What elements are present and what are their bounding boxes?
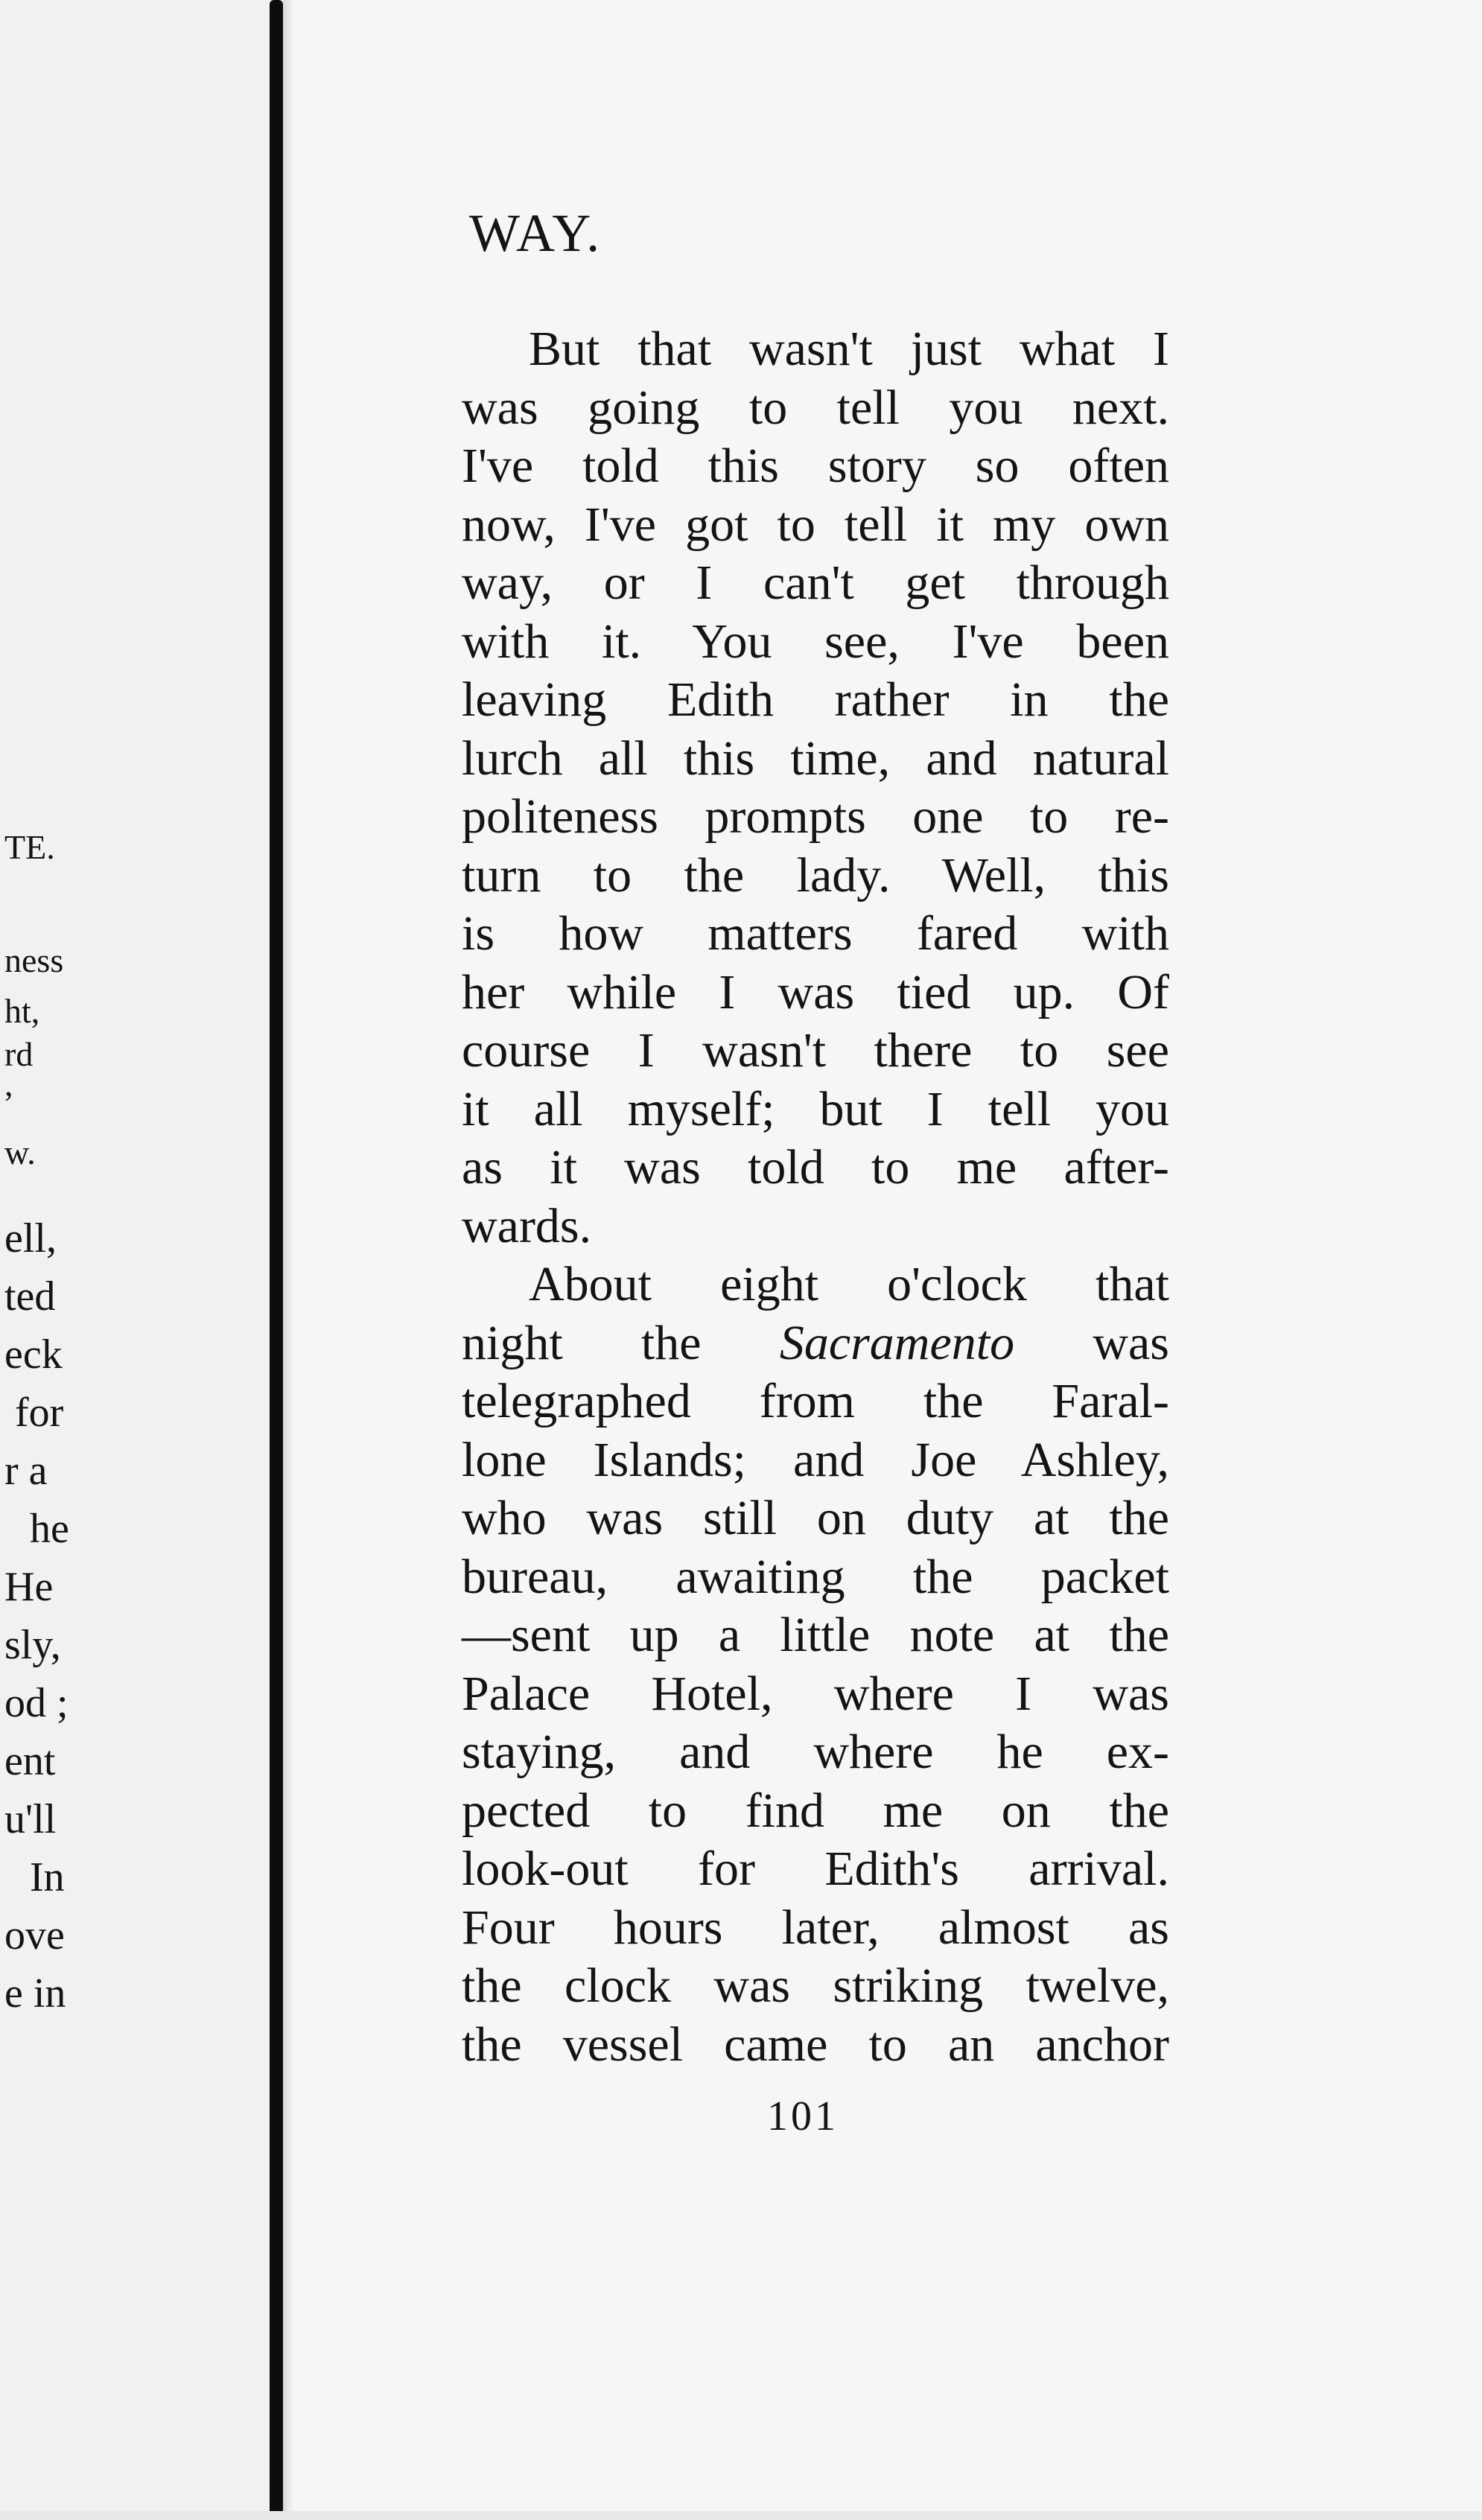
italic-ship-name: Sacramento — [779, 1315, 1015, 1370]
text-fragment: was — [1093, 1315, 1169, 1370]
text-line-with-italic — [462, 1314, 1169, 1373]
left-page-fragment: rd — [4, 1035, 34, 1073]
text-line: wards. — [462, 1198, 592, 1253]
page-number: 101 — [767, 2093, 839, 2139]
text-line: as it was told to me after- — [462, 1140, 1169, 1194]
text-line: politeness prompts one to re- — [462, 789, 1169, 844]
left-page-fragment: ove — [4, 1912, 65, 1959]
text-line: with it. You see, I've been — [462, 614, 1169, 669]
text-line: telegraphed from the Faral- — [462, 1374, 1169, 1428]
text-line: Four hours later, almost as — [462, 1900, 1169, 1955]
left-page-fragment: ell, — [4, 1215, 57, 1261]
left-page-fragment: for — [15, 1390, 64, 1436]
text-line: staying, and where he ex- — [462, 1725, 1169, 1779]
body-text — [462, 320, 1169, 2074]
text-line: lone Islands; and Joe Ashley, — [462, 1432, 1169, 1487]
text-line: —sent up a little note at the — [462, 1608, 1169, 1662]
left-page-fragment: ness — [4, 941, 64, 979]
running-head: WAY. — [469, 203, 602, 263]
left-page-fragment: r a — [4, 1448, 48, 1494]
book-gutter — [270, 0, 283, 2520]
left-page-fragment: u'll — [4, 1796, 57, 1842]
left-page-fragment: In — [30, 1854, 65, 1900]
text-line: was going to tell you next. — [462, 380, 1169, 435]
left-page-fragment: od ; — [4, 1680, 69, 1726]
text-line: lurch all this time, and natural — [462, 731, 1169, 786]
text-line: look-out for Edith's arrival. — [462, 1842, 1169, 1896]
left-page-fragment: w. — [4, 1133, 36, 1171]
text-fragment: night the — [462, 1315, 702, 1370]
left-facing-page — [0, 0, 276, 2520]
text-line: who was still on duty at the — [462, 1491, 1169, 1545]
text-line: it all myself; but I tell you — [462, 1081, 1169, 1136]
text-line: But that wasn't just what I — [529, 322, 1169, 376]
left-page-fragment: ent — [4, 1738, 56, 1784]
left-page-fragment: , — [4, 1065, 13, 1103]
text-line: the vessel came to an anchor — [462, 2017, 1169, 2072]
left-page-fragment: e in — [4, 1970, 66, 2017]
text-line: now, I've got to tell it my own — [462, 497, 1169, 552]
gutter-shadow — [283, 0, 293, 2520]
page-bottom-edge — [0, 2511, 1482, 2520]
text-line: is how matters fared with — [462, 906, 1169, 961]
left-page-fragment: ted — [4, 1273, 56, 1320]
left-page-fragment: eck — [4, 1331, 63, 1378]
left-page-fragment: He — [4, 1564, 54, 1610]
left-page-fragment: TE. — [4, 828, 55, 866]
left-page-fragment: sly, — [4, 1622, 61, 1668]
text-line: About eight o'clock that — [529, 1257, 1169, 1311]
text-line: turn to the lady. Well, this — [462, 847, 1169, 903]
text-line: leaving Edith rather in the — [462, 672, 1169, 727]
text-line: I've told this story so often — [462, 439, 1169, 493]
text-line: her while I was tied up. Of — [462, 964, 1169, 1019]
text-line: course I wasn't there to see — [462, 1023, 1169, 1078]
text-line: Palace Hotel, where I was — [462, 1666, 1169, 1721]
left-page-fragment: he — [30, 1506, 69, 1552]
text-line: bureau, awaiting the packet — [462, 1549, 1169, 1604]
text-line: way, or I can't get through — [462, 556, 1169, 610]
text-line: the clock was striking twelve, — [462, 1959, 1169, 2013]
text-line: pected to find me on the — [462, 1783, 1169, 1838]
left-page-fragment: ht, — [4, 992, 40, 1030]
